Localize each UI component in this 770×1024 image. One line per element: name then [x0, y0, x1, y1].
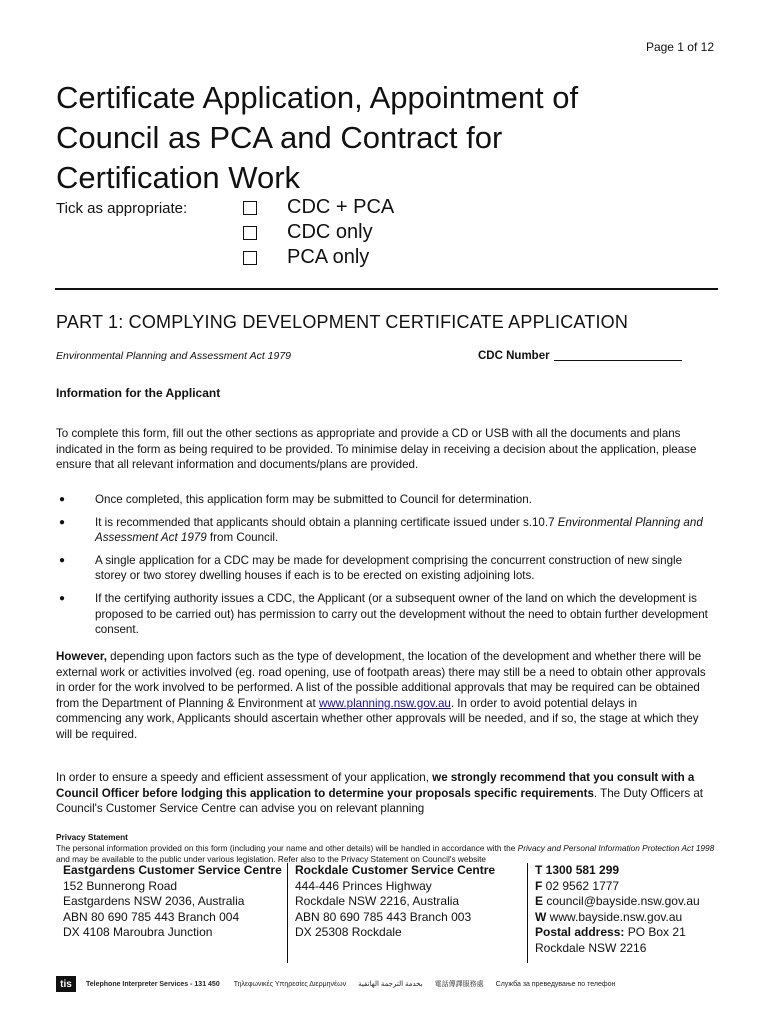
privacy-text — [56, 843, 726, 865]
web-value[interactable]: www.bayside.nsw.gov.au — [546, 909, 683, 924]
bullet-act-name: Environmental Planning and Assessment Act 1979 — [95, 515, 703, 545]
bullet-text-part: It is recommended that applicants should obtain a planning certificate issued under s.10.7 — [95, 515, 558, 529]
bullet-icon: ● — [59, 494, 66, 505]
privacy-heading: Privacy Statement — [56, 832, 128, 842]
list-item — [56, 591, 716, 638]
bullet-text: Once completed, this application form may be submitted to Council for determination. — [95, 493, 532, 506]
postal-address — [535, 925, 722, 941]
bullet-text-part: from Council. — [206, 531, 279, 545]
however-lead: However, — [56, 650, 107, 663]
rockdale-dx: DX 25308 Rockdale — [295, 925, 402, 940]
checkbox-cdc-only[interactable] — [243, 226, 257, 240]
general-contact — [527, 863, 722, 963]
list-item — [56, 553, 716, 584]
bullet-text — [95, 515, 716, 546]
privacy-act-name: Privacy and Personal Information Protection Act 1998 — [517, 843, 715, 853]
option-cdc-pca[interactable] — [243, 195, 394, 220]
cdc-number-field[interactable] — [478, 350, 682, 362]
bullet-text: A single application for a CDC may be made for development comprising the concurrent construction of new single storey or two storey dwelling houses if each is to be erected on existing adjoining lots. — [95, 553, 683, 583]
option-label: CDC + PCA — [287, 196, 395, 218]
web-label: W — [535, 909, 547, 924]
recommend-text: In order to ensure a speedy and efficient assessment of your application, — [56, 771, 433, 784]
interpreter-footer — [56, 976, 656, 992]
option-label: CDC only — [287, 221, 373, 243]
title-line-3: Certification Work — [56, 160, 301, 195]
fax-number — [535, 879, 722, 895]
cdc-number-line[interactable] — [554, 360, 682, 361]
bullet-list — [56, 492, 716, 645]
bullet-icon: ● — [59, 516, 66, 528]
interpreter-service: Telephone Interpreter Services - 131 450 — [86, 980, 220, 988]
bullet-text: If the certifying authority issues a CDC, the Applicant (or a subsequent owner of the land on which the development is proposed to be carried out) has permission to carry out the development without the need to obtain further development consent. — [95, 591, 708, 637]
checkbox-cdc-pca[interactable] — [243, 201, 257, 215]
bullet-icon: ● — [59, 592, 66, 604]
interpreter-logo-icon: tis — [56, 976, 76, 992]
eastgardens-contact — [56, 863, 287, 963]
privacy-text-part: The personal information provided on this form (including your name and other details) will be handled in accordance with the — [56, 843, 518, 853]
cdc-number-label: CDC Number — [478, 350, 550, 362]
language-macedonian: Служба за преведување по телефон — [495, 980, 616, 988]
option-label: PCA only — [287, 246, 370, 268]
approvals-paragraph — [56, 649, 706, 743]
option-cdc-only[interactable] — [243, 220, 394, 245]
email-value[interactable]: council@bayside.nsw.gov.au — [543, 894, 700, 909]
fax-label: F — [535, 878, 543, 893]
title-line-1: Certificate Application, Appointment of — [56, 80, 579, 115]
email-address[interactable] — [535, 894, 722, 910]
eastgardens-address-1: 152 Bunnerong Road — [63, 878, 178, 893]
contact-block — [56, 863, 722, 963]
info-heading: Information for the Applicant — [56, 386, 221, 400]
recommend-bold: we strongly recommend that you consult with a Council Officer before lodging this application to determine your proposals specific requirements — [56, 771, 695, 800]
eastgardens-address-2: Eastgardens NSW 2036, Australia — [63, 894, 245, 909]
rockdale-contact — [287, 863, 527, 963]
list-item — [56, 515, 716, 546]
privacy-text-part: and may be available to the public under various legislation. Refer also to the Privacy Statement on Council's website — [56, 854, 487, 864]
section-divider — [55, 288, 718, 290]
recommendation-paragraph — [56, 770, 716, 817]
approvals-text: depending upon factors such as the type of development, the location of the development and whether there will be external work or activities involved (eg. road opening, use of footpath areas) there may still be a need to obtain other approvals in order for the work involved to be performed. A list of the possible additional approvals that may be required can be obtained from the Department of Planning & Environment at — [56, 650, 706, 710]
part-heading: PART 1: COMPLYING DEVELOPMENT CERTIFICATE APPLICATION — [56, 312, 629, 332]
language-chinese: 電話傳譯服務處 — [434, 981, 484, 988]
postal-label: Postal address: — [535, 925, 625, 940]
title-line-2: Council as PCA and Contract for — [56, 120, 503, 155]
planning-website-link[interactable]: www.planning.nsw.gov.au — [318, 696, 451, 710]
rockdale-address-2: Rockdale NSW 2216, Australia — [295, 894, 460, 909]
eastgardens-heading: Eastgardens Customer Service Centre — [63, 863, 282, 877]
email-label: E — [535, 894, 544, 909]
list-item — [56, 492, 716, 508]
option-pca-only[interactable] — [243, 245, 394, 270]
recommend-text-tail: . The Duty Officers at Council's Customer Service Centre can advise you on relevant planning — [56, 786, 704, 816]
fax-value: 02 9562 1777 — [542, 878, 620, 893]
intro-paragraph: To complete this form, fill out the other sections as appropriate and provide a CD or USB with all the documents and plans indicated in the form as being required to be provided. To minimise delay in receiving a decision about the application, please ensure that all relevant information and documents/plans are provided. — [56, 427, 697, 472]
rockdale-abn: ABN 80 690 785 443 Branch 003 — [295, 909, 472, 924]
act-name: Environmental Planning and Assessment Act 1979 — [56, 350, 292, 362]
postal-line-1: PO Box 21 — [624, 925, 686, 940]
website[interactable] — [535, 910, 722, 926]
rockdale-heading: Rockdale Customer Service Centre — [295, 863, 496, 877]
postal-line-2: Rockdale NSW 2216 — [535, 940, 647, 955]
language-arabic: بخدمة الترجمة الهاتفية — [358, 981, 423, 988]
phone-number: T 1300 581 299 — [535, 863, 620, 877]
eastgardens-dx: DX 4108 Maroubra Junction — [63, 925, 213, 940]
approvals-text-tail: . In order to avoid potential delays in commencing any work, Applicants should ascertain whether other approvals will be needed, and if so, the stage at which they will be required. — [56, 696, 699, 741]
language-greek: Τηλεφωνικές Υπηρεσίες Διερμηνέων — [233, 980, 347, 988]
eastgardens-abn: ABN 80 690 785 443 Branch 004 — [63, 909, 240, 924]
tick-options — [243, 195, 394, 270]
document-title — [56, 78, 696, 198]
privacy-statement — [56, 832, 726, 865]
tick-label: Tick as appropriate: — [56, 200, 188, 217]
page-number: Page 1 of 12 — [645, 40, 714, 54]
rockdale-address-1: 444-446 Princes Highway — [295, 878, 432, 893]
checkbox-pca-only[interactable] — [243, 251, 257, 265]
bullet-icon: ● — [59, 554, 66, 566]
